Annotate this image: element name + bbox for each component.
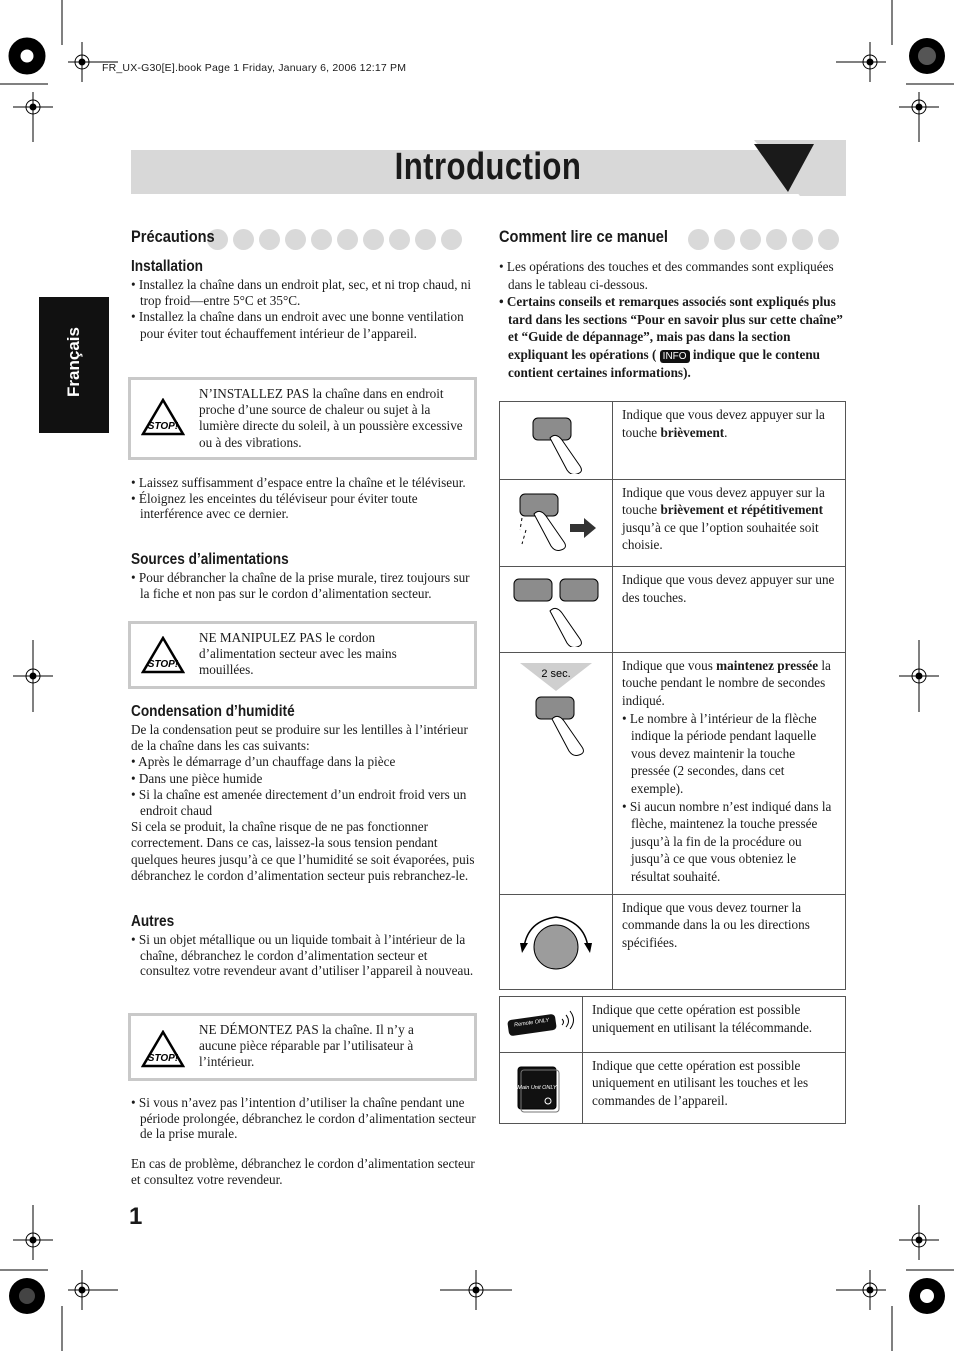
hold-button-icon: [500, 653, 612, 773]
list-item: • Les opérations des touches et des commandes sont expliquées dans le tableau ci-dessous.: [499, 259, 834, 292]
svg-text:STOP!: STOP!: [147, 421, 179, 432]
language-tab: [39, 297, 109, 433]
paragraph: Si cela se produit, la chaîne risque de ne pas fonctionner correctement. Dans ce cas, laissez-la sous tension pendant quelques heures jusqu’à ce que l’humidité se soit évaporées, puis débranchez le cordon d’alimentation secteur puis rebranchez-le.: [131, 819, 475, 883]
press-one-of-buttons-icon: [500, 567, 612, 647]
section-heading-manual: Comment lire ce manuel: [499, 227, 669, 246]
autres-bullets: [131, 932, 477, 979]
reg-mark-8: [899, 1205, 939, 1260]
final-note: [131, 1156, 477, 1188]
list-item: • Si aucun nombre n’est indiqué dans la flèche, maintenez la touche pressée jusqu’à la fin de la procédure ou jusqu’à ce que vous obteniez le résultat souhaité.: [622, 798, 832, 884]
svg-text:STOP!: STOP!: [147, 659, 179, 670]
instruction-cell: Indique que vous devez appuyer sur une des touches.: [613, 567, 846, 653]
list-item: • Installez la chaîne dans un endroit plat, sec, et ni trop chaud, ni trop froid—entre 5°C et 35°C.: [131, 277, 472, 309]
instruction-cell: Indique que vous devez appuyer sur la touche brièvement.: [613, 402, 846, 480]
subheading-sources: Sources d’alimentations: [131, 551, 289, 568]
sunburst-bottom-right: [909, 1278, 945, 1314]
stop-hand-icon: [141, 398, 185, 436]
sources-bullets: [131, 570, 479, 602]
table-row: [500, 652, 846, 894]
warning-box-autres: [128, 1013, 477, 1081]
sunburst-top-left: [9, 38, 45, 74]
list-item: • Si un objet métallique ou un liquide tombait à l’intérieur de la chaîne, débranchez le cordon d’alimentation secteur et consultez votre revendeur avant d’utiliser l’appareil à nouveau.: [131, 932, 474, 978]
subheading-installation: Installation: [131, 258, 204, 275]
paragraph: En cas de problème, débranchez le cordon d’alimentation secteur et consultez votre revendeur.: [131, 1156, 475, 1188]
language-tab-label: Français: [64, 327, 83, 397]
svg-text:STOP!: STOP!: [147, 1053, 179, 1064]
reg-mark-6: [899, 640, 939, 712]
instruction-cell: Indique que cette opération est possible uniquement en utilisant les touches et les commandes de l’appareil.: [583, 1052, 846, 1124]
file-info-header: FR_UX-G30[E].book Page 1 Friday, January 6, 2006 12:17 PM: [102, 62, 407, 74]
manual-intro: [499, 258, 845, 381]
subheading-autres: Autres: [131, 913, 175, 930]
heading-dots-left: [207, 229, 462, 250]
reg-mark-4: [899, 92, 939, 142]
stop-hand-icon: [141, 1030, 185, 1068]
installation-bullets-2: [131, 475, 475, 522]
instruction-cell: Indique que vous devez tourner la commande dans la ou les directions spécifiées.: [613, 894, 846, 990]
table-row: [500, 997, 846, 1053]
list-item: • Installez la chaîne dans un endroit avec une bonne ventilation pour éviter tout échauffement intérieur de l’appareil.: [131, 309, 464, 341]
warning-text: N’INSTALLEZ PAS la chaîne dans en endroit proche d’une source de chaleur ou sujet à la lumière directe du soleil, à un poussière excessive ou à des vibrations.: [199, 386, 463, 450]
table-row: [500, 567, 846, 653]
list-item: • Pour débrancher la chaîne de la prise murale, tirez toujours sur la fiche et non pas sur le cordon d’alimentation secteur.: [131, 570, 470, 602]
svg-text:Remote ONLY: Remote ONLY: [513, 1017, 550, 1029]
reg-mark-11: [836, 1270, 886, 1310]
autres-bullets-2: [131, 1095, 477, 1142]
list-item: • Après le démarrage d’un chauffage dans la pièce: [131, 754, 396, 770]
info-badge: INFO: [660, 350, 690, 363]
table-row: [500, 402, 846, 480]
warning-text: NE MANIPULEZ PAS le cordon d’alimentation secteur avec les mains mouillées.: [199, 630, 397, 678]
warning-text: NE DÉMONTEZ PAS la chaîne. Il n’y a aucune pièce réparable par l’utilisateur à l’intérieur.: [199, 1022, 414, 1070]
table-row: [500, 479, 846, 567]
press-button-icon: [500, 402, 612, 474]
list-item: • Certains conseils et remarques associés sont expliqués plus tard dans les sections “Pour en savoir plus sur cette chaîne” et “Guide de dépannage”, mais pas dans la section expliquant les opérations ( INFO indique que le contenu contient certaines informations).: [499, 294, 843, 380]
heading-dots-right: [688, 229, 839, 250]
section-heading-precautions: Précautions: [131, 227, 215, 246]
main-unit-only-icon: [500, 1053, 582, 1119]
instruction-cell: Indique que vous maintenez pressée la touche pendant le nombre de secondes indiqué. • Le nombre à l’intérieur de la flèche indique la période pendant laquelle vous devez maintenir la touche pressée (2 secondes, dans cet exemple). • Si aucun nombre n’est indiqué dans la flèche, maintenez la touche pressée jusqu’à la fin de la procédure ou jusqu’à ce que vous obteniez le résultat souhaité.: [613, 652, 846, 894]
instructions-table: [499, 401, 846, 990]
svg-text:2 sec.: 2 sec.: [541, 667, 571, 680]
remote-only-icon: [500, 997, 582, 1047]
page-number: 1: [129, 1203, 143, 1230]
sunburst-top-right: [909, 38, 945, 74]
reg-mark-3: [13, 92, 53, 142]
list-item: • Si la chaîne est amenée directement d’un endroit froid vers un endroit chaud: [131, 786, 467, 819]
list-item: • Laissez suffisamment d’espace entre la chaîne et le téléviseur.: [131, 475, 466, 490]
reg-mark-2: [836, 42, 886, 82]
rotate-knob-icon: [500, 895, 612, 985]
sunburst-bottom-left: [9, 1278, 45, 1314]
condensation-text: [131, 722, 477, 884]
table-row: [500, 1052, 846, 1124]
instruction-cell: Indique que cette opération est possible uniquement en utilisant la télécommande.: [583, 997, 846, 1053]
reg-mark-5: [13, 640, 53, 712]
reg-mark-9: [68, 1270, 118, 1310]
installation-bullets: [131, 277, 475, 342]
list-item: • Le nombre à l’intérieur de la flèche indique la période pendant laquelle vous devez maintenir la touche pressée (2 secondes, dans cet exemple).: [622, 710, 817, 796]
remote-table: [499, 996, 846, 1124]
page-title: Introduction: [394, 146, 582, 188]
list-item: • Dans une pièce humide: [131, 770, 263, 786]
instruction-cell: Indique que vous devez appuyer sur la touche brièvement et répétitivement jusqu’à ce que l’option souhaitée soit choisie.: [613, 479, 846, 567]
table-row: [500, 894, 846, 990]
press-repeatedly-icon: [500, 480, 612, 562]
paragraph: De la condensation peut se produire sur les lentilles à l’intérieur de la chaîne dans les cas suivants:: [131, 722, 468, 754]
reg-mark-10: [440, 1270, 512, 1310]
list-item: • Éloignez les enceintes du téléviseur pour éviter toute interférence avec ce dernier.: [131, 490, 418, 521]
reg-mark-7: [13, 1205, 53, 1260]
warning-box-sources: [128, 621, 477, 689]
svg-text:Main Unit ONLY: Main Unit ONLY: [517, 1084, 557, 1091]
stop-hand-icon: [141, 636, 185, 674]
list-item: • Si vous n’avez pas l’intention d’utiliser la chaîne pendant une période prolongée, débranchez le cordon d’alimentation secteur de la prise murale.: [131, 1095, 476, 1141]
warning-box-installation: [128, 377, 477, 460]
subheading-condensation: Condensation d’humidité: [131, 703, 295, 720]
